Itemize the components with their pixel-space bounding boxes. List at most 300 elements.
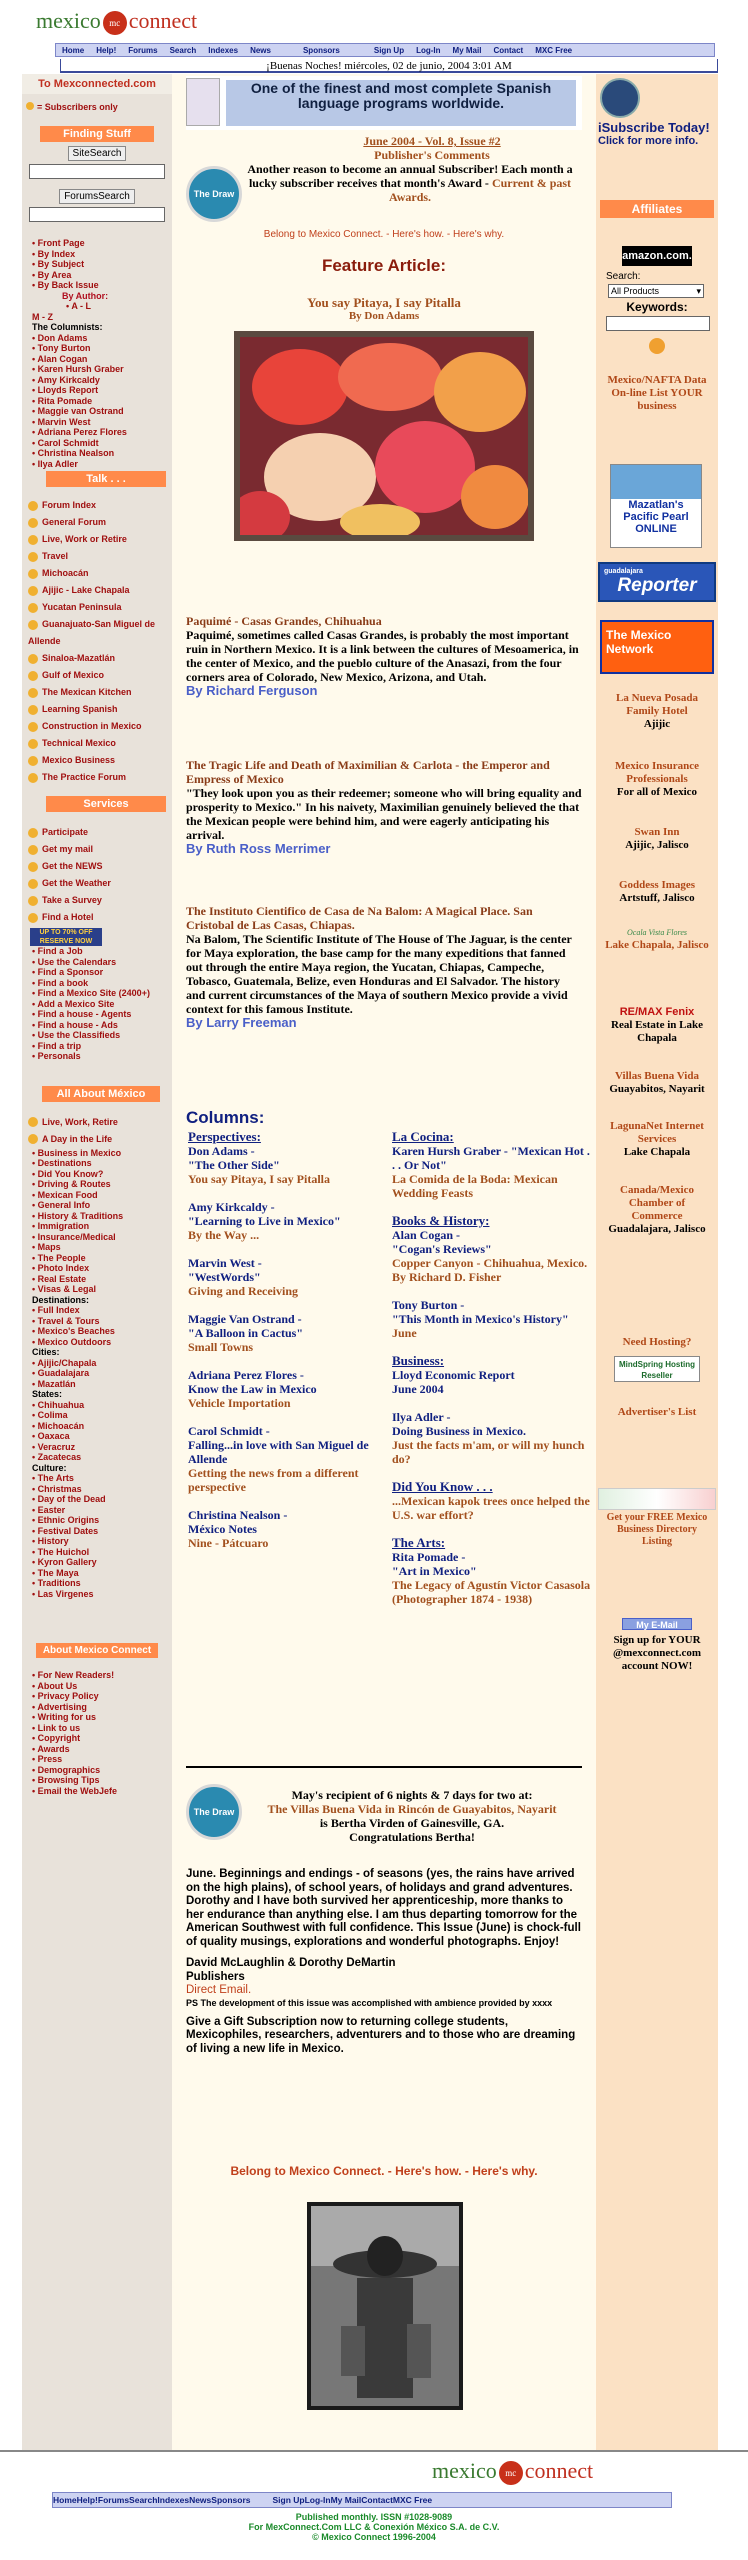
- column-name-link[interactable]: Christina Nealson -: [188, 1508, 288, 1522]
- footer-info: Published monthly. ISSN #1028-9089 For MexConnect.Com LLC & Conexión México S.A. de C.V. © Mexico Connect 1996-2004: [248, 2512, 500, 2542]
- about-link[interactable]: • Ethnic Origins: [32, 1515, 100, 1525]
- forum-link[interactable]: Live, Work or Retire: [22, 531, 172, 548]
- about-link[interactable]: • Zacatecas: [32, 1452, 82, 1462]
- nav-link-indexes[interactable]: Indexes: [157, 2495, 190, 2505]
- about-icon: [28, 1117, 38, 1127]
- about-link[interactable]: • Maps: [32, 1242, 61, 1252]
- about-link[interactable]: A Day in the Life: [22, 1131, 172, 1148]
- about-mc-link[interactable]: • Email the WebJefe: [32, 1785, 118, 1796]
- site-logo[interactable]: mexico mc connect: [36, 8, 198, 33]
- about-link[interactable]: • The Arts: [32, 1473, 74, 1483]
- recipient-block: May's recipient of 6 nights & 7 days for two at: The Villas Buena Vida in Rincón de Guayabitos, Nayarit is Bertha Virden of Gainesville, GA. Congratulations Bertha!: [242, 1788, 582, 1844]
- column-name-link[interactable]: Adriana Perez Flores -: [188, 1368, 304, 1382]
- about-link[interactable]: • The People: [32, 1252, 86, 1263]
- about-mc-link[interactable]: • Advertising: [32, 1701, 87, 1712]
- signers: David McLaughlin & Dorothy DeMartin: [186, 1957, 396, 1969]
- about-link[interactable]: • Day of the Dead: [32, 1494, 106, 1504]
- article-summary: "They look upon you as their redeemer; someone who will bring equality and prosperity to Mexico." In his naivety, Maximilian genuinely believed the that the Mexican people were behind him, and were eagerly anticipating his arrival.: [186, 786, 582, 842]
- about-link[interactable]: • Veracruz: [32, 1441, 76, 1452]
- feature-title-link[interactable]: You say Pitaya, I say Pitalla: [307, 295, 461, 310]
- column-entry: [188, 1200, 384, 1242]
- lake-chapala-logo: Ocala Vista Flores: [627, 928, 687, 937]
- mazatlan-banner[interactable]: Mazatlan's Pacific Pearl ONLINE: [610, 464, 702, 548]
- affiliate-lagunanet[interactable]: LagunaNet Internet Services Lake Chapala: [610, 1120, 704, 1158]
- nav-link-search[interactable]: Search: [129, 2495, 158, 2505]
- affiliate-villas-buena-vida[interactable]: Villas Buena Vida Guayabitos, Nayarit: [609, 1070, 705, 1095]
- article-maximilian: [186, 758, 582, 856]
- issue-link[interactable]: June 2004 - Vol. 8, Issue #2: [363, 134, 501, 148]
- column-name-link[interactable]: June 2004: [392, 1382, 444, 1396]
- service-icon: [28, 845, 38, 855]
- nav-link-contact[interactable]: Contact: [361, 2495, 393, 2505]
- column-name-link[interactable]: Lloyd Economic Report: [392, 1368, 515, 1382]
- nav-link-help[interactable]: Help!: [76, 2495, 98, 2505]
- main-content: [172, 74, 596, 2450]
- forum-link[interactable]: Michoacán: [22, 565, 172, 582]
- villas-buena-vida-link[interactable]: The Villas Buena Vida in Rincón de Guayabitos, Nayarit: [267, 1802, 557, 1816]
- about-link[interactable]: • General Info: [32, 1200, 91, 1210]
- about-mc-link[interactable]: • Demographics: [32, 1764, 101, 1775]
- header: [0, 0, 748, 70]
- subscribers-only-legend: = Subscribers only: [22, 94, 172, 112]
- columnists-list: [22, 333, 172, 470]
- amazon-go-button[interactable]: [649, 338, 665, 354]
- forum-link[interactable]: Construction in Mexico: [22, 718, 172, 735]
- about-link[interactable]: • Festival Dates: [32, 1525, 99, 1536]
- the-draw-badge-icon[interactable]: The Draw: [186, 166, 242, 222]
- forumssearch-button[interactable]: ForumsSearch: [59, 189, 135, 204]
- my-email-button[interactable]: My E-Mail: [622, 1618, 692, 1630]
- nav-link-search[interactable]: Search: [169, 45, 197, 55]
- nav-link-sponsors[interactable]: Sponsors: [211, 2495, 251, 2505]
- column-name-link[interactable]: "This Month in Mexico's History": [392, 1312, 569, 1326]
- free-directory-link[interactable]: Get your FREE Mexico Business Directory Listing: [606, 1512, 708, 1547]
- about-links: [22, 1148, 172, 1600]
- forum-icon: [28, 756, 38, 766]
- columnist-link[interactable]: • Carol Schmidt: [32, 437, 99, 448]
- columnist-link[interactable]: • Don Adams: [32, 332, 88, 343]
- forum-link[interactable]: Ajijic - Lake Chapala: [22, 582, 172, 599]
- forum-link[interactable]: Guanajuato-San Miguel de Allende: [28, 619, 156, 646]
- service-link[interactable]: • Find a Job: [32, 946, 83, 956]
- forum-link[interactable]: Forum Index: [22, 497, 172, 514]
- about-link[interactable]: • Photo Index: [32, 1263, 90, 1273]
- about-mc-link[interactable]: • Press: [32, 1754, 63, 1764]
- columnist-link[interactable]: • Alan Cogan: [32, 353, 88, 364]
- about-link[interactable]: • Easter: [32, 1504, 66, 1515]
- about-mexico-heading: All About México: [42, 1086, 160, 1102]
- email-signup-promo[interactable]: Sign up for YOUR @mexconnect.com account NOW!: [612, 1634, 702, 1672]
- column-name-link[interactable]: Falling...in love with San Miguel de Allende: [188, 1438, 369, 1466]
- service-link[interactable]: • Use the Classifieds: [32, 1030, 121, 1040]
- about-link[interactable]: • The Huichol: [32, 1546, 90, 1557]
- subscribe-logo-icon[interactable]: [600, 78, 640, 118]
- mazatlan-image: [611, 465, 701, 499]
- divider: [186, 1766, 582, 1768]
- service-icon: [28, 879, 38, 889]
- about-link[interactable]: • Chihuahua: [32, 1399, 85, 1410]
- nav-link-indexes[interactable]: Indexes: [208, 45, 239, 55]
- finding-stuff-heading: Finding Stuff: [40, 126, 154, 142]
- forum-icon: [28, 518, 38, 528]
- column-entry: [392, 1130, 592, 1200]
- column-section-heading[interactable]: Books & History:: [392, 1213, 490, 1228]
- service-link[interactable]: • Add a Mexico Site: [32, 998, 115, 1009]
- pitaya-photo: [240, 337, 528, 535]
- column-name-link[interactable]: "The Other Side": [188, 1158, 280, 1172]
- services-list: [22, 824, 172, 926]
- about-link[interactable]: • Traditions: [32, 1578, 81, 1588]
- nav-link-forums[interactable]: Forums: [128, 45, 158, 55]
- forum-icon: [28, 620, 38, 630]
- footer: [0, 2450, 748, 2560]
- forum-link[interactable]: The Practice Forum: [22, 769, 172, 786]
- about-link[interactable]: • Michoacán: [32, 1420, 85, 1431]
- article-na-balom: [186, 904, 582, 1030]
- service-link[interactable]: Get my mail: [22, 841, 172, 858]
- service-link[interactable]: • Find a book: [32, 977, 89, 988]
- columnist-link[interactable]: • Lloyds Report: [32, 385, 99, 395]
- forum-icon: [28, 739, 38, 749]
- nav-link-by-subject[interactable]: • By Subject: [32, 259, 85, 269]
- chevron-down-icon: ▾: [696, 286, 701, 296]
- columnist-link[interactable]: • Tony Burton: [32, 343, 91, 353]
- service-link[interactable]: Take a Survey: [22, 892, 172, 909]
- service-link[interactable]: • Personals: [32, 1051, 81, 1061]
- nav-link-news[interactable]: News: [250, 45, 271, 55]
- columnist-link[interactable]: • Ilya Adler: [32, 458, 78, 469]
- about-link[interactable]: • Mexico Outdoors: [32, 1336, 112, 1347]
- nav-link-mxc-free[interactable]: MXC Free: [392, 2495, 433, 2505]
- service-icon: [28, 828, 38, 838]
- service-link[interactable]: • Find a Sponsor: [32, 967, 104, 977]
- column-name-link[interactable]: "A Balloon in Cactus": [188, 1326, 304, 1340]
- by-author-label: By Author:: [62, 290, 109, 301]
- need-hosting-link[interactable]: Need Hosting?: [622, 1336, 692, 1348]
- column-article-link[interactable]: La Comida de la Boda: Mexican Wedding Feasts: [392, 1172, 558, 1200]
- about-link[interactable]: • Mazatlán: [32, 1378, 76, 1389]
- column-article-link[interactable]: Just the facts m'am, or will my hunch do?: [392, 1438, 585, 1466]
- columnist-link[interactable]: • Rita Pomade: [32, 395, 93, 406]
- nav-link-by-back-issue[interactable]: • By Back Issue: [32, 280, 99, 290]
- forum-link[interactable]: Gulf of Mexico: [22, 667, 172, 684]
- belong-links[interactable]: Belong to Mexico Connect. - Here's how. - Here's why.: [263, 229, 505, 240]
- column-entry: [392, 1298, 592, 1340]
- affiliate-insurance[interactable]: Mexico Insurance Professionals For all of Mexico: [614, 760, 699, 798]
- column-name-link[interactable]: Marvin West -: [188, 1256, 262, 1270]
- nav-link-log-in[interactable]: Log-In: [416, 45, 441, 55]
- columns-left: [188, 1130, 384, 1564]
- column-entry: [392, 1354, 592, 1396]
- affiliate-lake-chapala[interactable]: Ocala Vista Flores Lake Chapala, Jalisco: [602, 926, 712, 952]
- mc-logo-icon: mc: [499, 2461, 523, 2485]
- author-a-l-link[interactable]: • A - L: [66, 301, 91, 311]
- column-name-link[interactable]: Doing Business in Mexico.: [392, 1424, 527, 1438]
- author-m-z-link[interactable]: M - Z: [32, 311, 53, 322]
- column-name-link[interactable]: "Cogan's Reviews": [392, 1242, 492, 1256]
- mindspring-banner[interactable]: MindSpring Hosting Reseller: [614, 1356, 700, 1382]
- belong-links[interactable]: Belong to Mexico Connect. - Here's how. - Here's why.: [230, 2164, 538, 2178]
- article-author-link[interactable]: By Richard Ferguson: [186, 683, 318, 698]
- column-name-link[interactable]: Amy Kirkcaldy -: [188, 1200, 275, 1214]
- article-title-link[interactable]: The Instituto Cientifico de Casa de Na Balom: A Magical Place. San Cristobal de Las Casas, Chiapas.: [186, 904, 533, 932]
- forum-icon: [28, 654, 38, 664]
- about-link[interactable]: • Kyron Gallery: [32, 1557, 97, 1567]
- article-author-link[interactable]: By Ruth Ross Merrimer: [186, 841, 331, 856]
- forum-link[interactable]: The Mexican Kitchen: [22, 684, 172, 701]
- service-link[interactable]: • Use the Calendars: [32, 956, 117, 967]
- nav-link-by-area[interactable]: • By Area: [32, 269, 72, 280]
- column-article-link[interactable]: Small Towns: [188, 1340, 254, 1354]
- column-article-link[interactable]: Getting the news from a different perspective: [188, 1466, 359, 1494]
- nav-link-front-page[interactable]: • Front Page: [32, 238, 85, 248]
- banner-logo-icon: [186, 78, 220, 126]
- column-section-heading[interactable]: Business:: [392, 1353, 445, 1368]
- feature-heading: Feature Article:: [321, 256, 447, 275]
- about-link[interactable]: • Mexican Food: [32, 1189, 98, 1200]
- footer-logo[interactable]: mexico mc connect: [432, 2458, 594, 2483]
- nav-link-home[interactable]: Home: [62, 45, 85, 55]
- nafta-link[interactable]: Mexico/NAFTA Data On-line List YOUR business: [607, 374, 707, 412]
- forum-link[interactable]: Sinaloa-Mazatlán: [22, 650, 172, 667]
- columnist-link[interactable]: • Maggie van Ostrand: [32, 406, 124, 416]
- column-entry: [188, 1368, 384, 1410]
- column-section-heading[interactable]: The Arts:: [392, 1535, 446, 1550]
- column-entry: [392, 1480, 592, 1522]
- about-link[interactable]: • Visas & Legal: [32, 1284, 97, 1294]
- forum-icon: [28, 569, 38, 579]
- about-mc-link[interactable]: • Awards: [32, 1743, 70, 1754]
- about-link[interactable]: • Destinations: [32, 1158, 92, 1168]
- service-link[interactable]: Participate: [22, 824, 172, 841]
- column-article-link[interactable]: June: [392, 1326, 417, 1340]
- columnist-link[interactable]: • Adriana Perez Flores: [32, 427, 127, 437]
- column-name-link[interactable]: Ilya Adler -: [392, 1410, 451, 1424]
- publisher-message: [186, 1868, 582, 2056]
- forum-link[interactable]: Technical Mexico: [22, 735, 172, 752]
- column-article-link[interactable]: You say Pitaya, I say Pitalla: [188, 1172, 331, 1186]
- footer-divider: [0, 2450, 748, 2452]
- about-link[interactable]: • Ajijic/Chapala: [32, 1357, 97, 1368]
- column-entry: [392, 1410, 592, 1466]
- affiliate-la-nueva-posada[interactable]: La Nueva Posada Family Hotel Ajijic: [616, 692, 698, 730]
- nav-link-home[interactable]: Home: [53, 2495, 77, 2505]
- about-mc-link[interactable]: • Privacy Policy: [32, 1691, 99, 1701]
- columnist-link[interactable]: • Marvin West: [32, 416, 91, 427]
- column-article-link[interactable]: ...Mexican kapok trees once helped the U.S. war effort?: [392, 1494, 590, 1522]
- forum-link[interactable]: General Forum: [22, 514, 172, 531]
- service-link[interactable]: • Find a house - Ads: [32, 1019, 118, 1030]
- article-author-link[interactable]: By Larry Freeman: [186, 1015, 297, 1030]
- forum-link[interactable]: Mexico Business: [22, 752, 172, 769]
- amazon-keywords-input[interactable]: [606, 316, 710, 331]
- annual-subscriber-text: Another reason to become an annual Subscriber! Each month a lucky subscriber receives that month's Award -: [247, 162, 573, 190]
- photo-image: [311, 2206, 459, 2406]
- top-navigation: [55, 43, 715, 57]
- amazon-category-select[interactable]: All Products ▾: [608, 284, 704, 298]
- forum-icon: [28, 773, 38, 783]
- affiliate-goddess-images[interactable]: Goddess Images Artstuff, Jalisco: [618, 879, 696, 904]
- service-link[interactable]: Get the Weather: [22, 875, 172, 892]
- about-link[interactable]: Live, Work, Retire: [22, 1114, 172, 1131]
- column-article-link[interactable]: Vehicle Importation: [188, 1396, 291, 1410]
- sitesearch-input[interactable]: [29, 164, 165, 179]
- column-name-link[interactable]: "WestWords": [188, 1270, 261, 1284]
- about-link[interactable]: • Insurance/Medical: [32, 1231, 116, 1242]
- nav-link-help[interactable]: Help!: [96, 45, 117, 55]
- article-title-link[interactable]: The Tragic Life and Death of Maximilian & Carlota - the Emperor and Empress of Mexico: [186, 758, 550, 786]
- mexico-network-banner[interactable]: The Mexico Network: [600, 620, 714, 674]
- column-article-link[interactable]: By the Way ...: [188, 1228, 260, 1242]
- amazon-logo[interactable]: amazon.com.: [622, 246, 692, 266]
- nav-link-by-index[interactable]: • By Index: [32, 248, 76, 259]
- service-link[interactable]: • Find a house - Agents: [32, 1009, 132, 1019]
- to-mexconnected-link[interactable]: To Mexconnected.com: [22, 74, 172, 94]
- advertisers-list-link[interactable]: Advertiser's List: [617, 1406, 697, 1418]
- service-links: [22, 946, 172, 1062]
- about-mc-links: [22, 1670, 172, 1796]
- column-entry: [188, 1312, 384, 1354]
- affiliate-canada-mexico-chamber[interactable]: Canada/Mexico Chamber of Commerce Guadalajara, Jalisco: [608, 1184, 706, 1235]
- column-section-heading[interactable]: Did You Know . . .: [392, 1479, 493, 1494]
- about-link[interactable]: • Full Index: [32, 1305, 80, 1315]
- columnist-link[interactable]: • Amy Kirkcaldy: [32, 374, 100, 385]
- column-name-link[interactable]: Don Adams -: [188, 1144, 255, 1158]
- about-mc-link[interactable]: • For New Readers!: [32, 1670, 115, 1680]
- about-link[interactable]: • History: [32, 1536, 69, 1546]
- about-link[interactable]: • Did You Know?: [32, 1168, 104, 1179]
- column-article-link[interactable]: Copper Canyon - Chihuahua, Mexico. By Richard D. Fisher: [392, 1256, 588, 1284]
- about-link[interactable]: • Colima: [32, 1410, 68, 1420]
- pitaya-image[interactable]: [234, 331, 534, 541]
- affiliate-remax-fenix[interactable]: RE/MAX Fenix Real Estate in Lake Chapala: [611, 1006, 703, 1044]
- mexico-online-logo[interactable]: [598, 1488, 716, 1510]
- about-link[interactable]: • Christmas: [32, 1483, 82, 1494]
- column-entry: [188, 1424, 384, 1494]
- nav-link-mxc-free[interactable]: MXC Free: [535, 45, 573, 55]
- forum-icon: [28, 535, 38, 545]
- column-article-link[interactable]: Giving and Receiving: [188, 1284, 299, 1298]
- column-entry: [188, 1508, 384, 1550]
- about-mc-link[interactable]: • Browsing Tips: [32, 1775, 100, 1785]
- section-label: Culture:: [32, 1462, 67, 1473]
- nav-link-sponsors[interactable]: Sponsors: [302, 45, 340, 55]
- search-label: Search:: [606, 271, 641, 282]
- direct-email-link[interactable]: Direct Email.: [186, 1984, 252, 1996]
- nav-link-forums[interactable]: Forums: [97, 2495, 130, 2505]
- column-name-link[interactable]: Know the Law in Mexico: [188, 1382, 317, 1396]
- column-section-heading[interactable]: Perspectives:: [188, 1129, 261, 1144]
- services-heading: Services: [46, 796, 166, 812]
- about-link[interactable]: • Driving & Routes: [32, 1179, 111, 1189]
- nav-link-sign-up[interactable]: Sign Up: [272, 2495, 305, 2505]
- affiliate-swan-inn[interactable]: Swan Inn Ajijic, Jalisco: [625, 826, 689, 851]
- publishers-label: Publishers: [186, 1970, 245, 1983]
- about-link[interactable]: • Travel & Tours: [32, 1315, 100, 1326]
- nav-link-my-mail[interactable]: My Mail: [452, 45, 482, 55]
- sitesearch-button[interactable]: SiteSearch: [68, 146, 127, 161]
- about-link[interactable]: • History & Traditions: [32, 1210, 124, 1221]
- column-name-link[interactable]: Karen Hursh Graber - "Mexican Hot . . . Or Not": [392, 1144, 590, 1172]
- left-sidebar: [22, 74, 172, 2450]
- talk-heading: Talk . . .: [46, 471, 166, 487]
- service-link[interactable]: Get the NEWS: [22, 858, 172, 875]
- subscribe-promo[interactable]: iSubscribe Today! Click for more info.: [598, 120, 710, 147]
- current-past-awards-link[interactable]: Current & past Awards.: [388, 176, 572, 204]
- about-link[interactable]: • Business in Mexico: [32, 1147, 122, 1158]
- column-article-link[interactable]: Nine - Pátcuaro: [188, 1536, 269, 1550]
- column-entry: [392, 1214, 592, 1284]
- columnist-link[interactable]: • Christina Nealson: [32, 448, 115, 458]
- nav-link-contact[interactable]: Contact: [493, 45, 524, 55]
- forum-link[interactable]: Yucatan Peninsula: [22, 599, 172, 616]
- forum-link[interactable]: Learning Spanish: [22, 701, 172, 718]
- article-title-link[interactable]: Paquimé - Casas Grandes, Chihuahua: [186, 614, 382, 628]
- forum-icon: [28, 705, 38, 715]
- column-name-link[interactable]: "Learning to Live in Mexico": [188, 1214, 341, 1228]
- about-link[interactable]: • The Maya: [32, 1567, 79, 1578]
- forum-link[interactable]: Travel: [22, 548, 172, 565]
- column-name-link[interactable]: Alan Cogan -: [392, 1228, 461, 1242]
- article-summary: Paquimé, sometimes called Casas Grandes, is probably the most important ruin in Northern Mexico. It is a link between the cultures of Mesoamerica, in the center of Mexico, and the pueblo culture of the Anasazi, from the four corners area of Colorado, New Mexico, Arizona, and Utah.: [186, 628, 579, 684]
- column-name-link[interactable]: Maggie Van Ostrand -: [188, 1312, 302, 1326]
- service-link[interactable]: • Find a Mexico Site (2400+): [32, 988, 150, 998]
- about-mc-link[interactable]: • About Us: [32, 1680, 78, 1691]
- service-icon: [28, 896, 38, 906]
- column-name-link[interactable]: "Art in Mexico": [392, 1564, 477, 1578]
- column-name-link[interactable]: México Notes: [188, 1522, 257, 1536]
- publishers-comments-link[interactable]: Publisher's Comments: [374, 148, 490, 162]
- about-link[interactable]: • Las Virgenes: [32, 1588, 94, 1599]
- about-mc-link[interactable]: • Link to us: [32, 1722, 81, 1733]
- about-link[interactable]: • Mexico's Beaches: [32, 1326, 115, 1336]
- about-link[interactable]: • Real Estate: [32, 1273, 87, 1284]
- column-name-link[interactable]: Carol Schmidt -: [188, 1424, 270, 1438]
- forumssearch-input[interactable]: [29, 207, 165, 222]
- column-section-heading[interactable]: La Cocina:: [392, 1129, 454, 1144]
- service-icon: [28, 862, 38, 872]
- hotel-promo-banner[interactable]: UP TO 70% OFF RESERVE NOW: [30, 928, 102, 946]
- reporter-banner[interactable]: guadalajara Reporter: [598, 562, 716, 602]
- nav-link-my-mail[interactable]: My Mail: [330, 2495, 362, 2505]
- casasola-photo[interactable]: [307, 2202, 463, 2410]
- columnist-link[interactable]: • Karen Hursh Graber: [32, 364, 124, 374]
- nav-link-news[interactable]: News: [189, 2495, 212, 2505]
- about-link[interactable]: • Immigration: [32, 1221, 90, 1231]
- section-label: Destinations:: [32, 1294, 90, 1305]
- about-mc-link[interactable]: • Writing for us: [32, 1712, 96, 1722]
- about-link[interactable]: • Oaxaca: [32, 1431, 70, 1441]
- service-link[interactable]: • Find a trip: [32, 1040, 82, 1051]
- about-link[interactable]: • Guadalajara: [32, 1368, 90, 1378]
- nav-link-log-in[interactable]: Log-In: [304, 2495, 331, 2505]
- forum-icon: [28, 586, 38, 596]
- column-name-link[interactable]: Rita Pomade -: [392, 1550, 466, 1564]
- spanish-program-banner[interactable]: One of the finest and most complete Spanish language programs worldwide.: [186, 76, 582, 130]
- ps-note: PS The development of this issue was accomplished with ambience provided by xxxx: [186, 1997, 553, 2008]
- column-article-link[interactable]: The Legacy of Agustín Victor Casasola (Photographer 1874 - 1938): [392, 1578, 591, 1606]
- nav-links: [22, 238, 172, 291]
- column-entry: [188, 1130, 384, 1186]
- the-draw-badge-icon[interactable]: The Draw: [186, 1784, 242, 1840]
- service-icon: [28, 913, 38, 923]
- footer-navigation: [52, 2492, 672, 2508]
- service-link[interactable]: Find a Hotel: [22, 909, 172, 926]
- about-mc-link[interactable]: • Copyright: [32, 1733, 81, 1743]
- nav-link-sign-up[interactable]: Sign Up: [373, 45, 405, 55]
- forum-icon: [28, 501, 38, 511]
- column-name-link[interactable]: Tony Burton -: [392, 1298, 465, 1312]
